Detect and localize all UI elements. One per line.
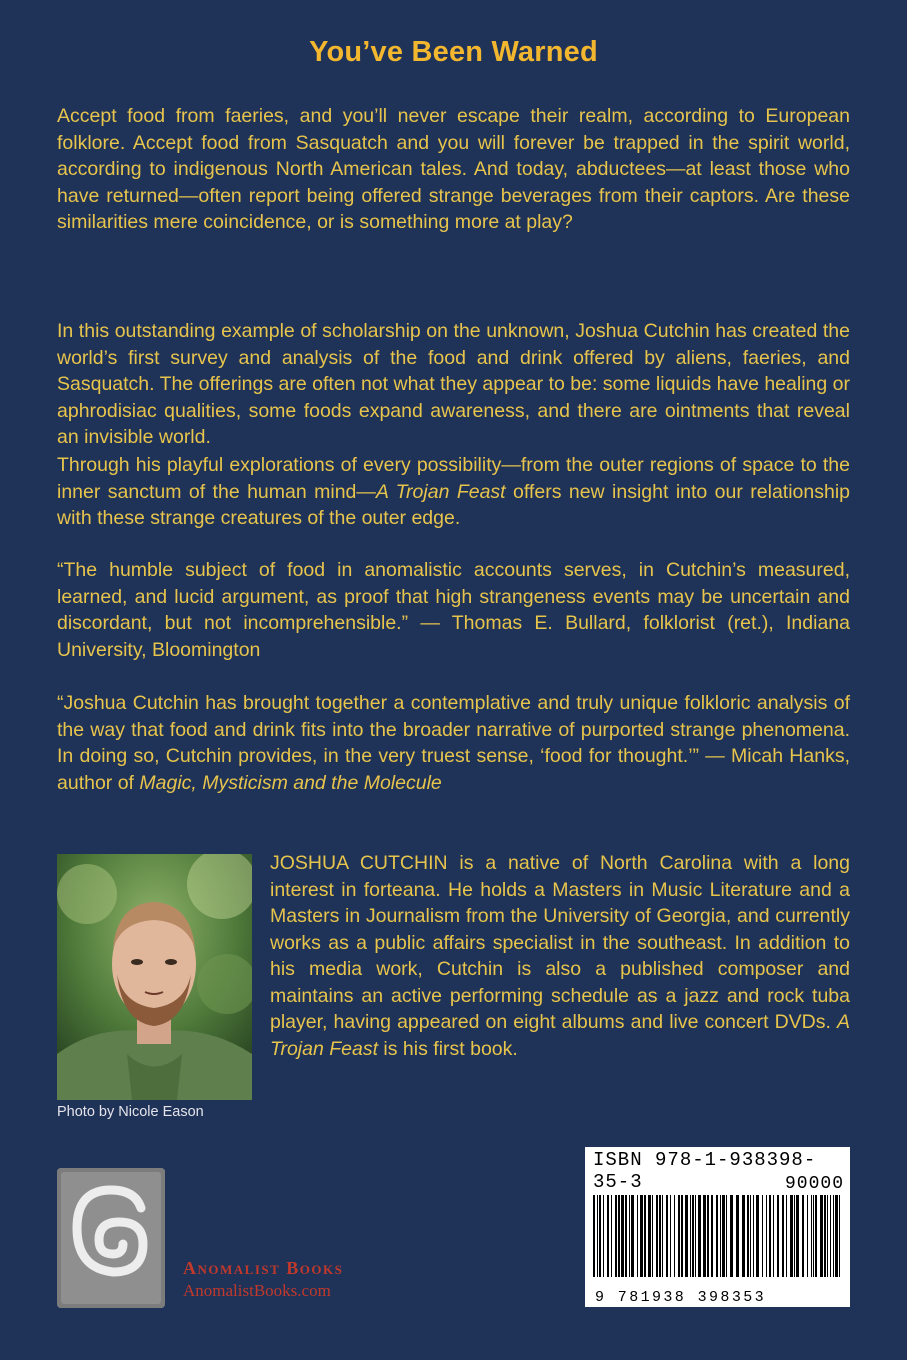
- barcode-bar: [629, 1195, 630, 1277]
- barcode-bar: [618, 1195, 620, 1277]
- blurb-paragraph-2: In this outstanding example of scholarship on the unknown, Joshua Cutchin has created the world’s first survey and analysis of the food and drink offered by aliens, faeries, and Sasquatch. The offerings are often not what they appear to be: some liquids have healing or aphrodisiac qualities, some foods expand awareness, and there are ointments that reveal an invisible world.: [57, 320, 850, 448]
- author-bio: [270, 850, 850, 1062]
- barcode-bar: [640, 1195, 643, 1277]
- barcode-bar: [644, 1195, 646, 1277]
- author-name: JOSHUA CUTCHIN: [270, 852, 448, 874]
- barcode-bar: [652, 1195, 653, 1277]
- barcode-bar: [637, 1195, 638, 1277]
- publisher-logo: [57, 1168, 165, 1308]
- barcode-bar: [690, 1195, 691, 1277]
- barcode-bar: [811, 1195, 812, 1277]
- barcode-bar: [656, 1195, 658, 1277]
- barcode-bar: [662, 1195, 663, 1277]
- barcode-bar: [769, 1195, 771, 1277]
- barcode-bar: [777, 1195, 779, 1277]
- barcode-bar: [736, 1195, 739, 1277]
- barcode-bar: [607, 1195, 609, 1277]
- barcode-bar: [786, 1195, 787, 1277]
- barcode-bar: [813, 1195, 814, 1277]
- barcode-bar: [794, 1195, 795, 1277]
- blurb-paragraph-3: [57, 452, 850, 532]
- barcode-bar: [824, 1195, 826, 1277]
- bio-text: is a native of North Carolina with a long interest in forteana. He holds a Masters in Music Literature and a Masters in Journalism from the University of Georgia, and currently works as a public affairs specialist in the southeast. In addition to his media work, Cutchin is also a published composer and maintains an active performing schedule as a jazz and rock tuba player, having appeared on eight albums and live concert DVDs.: [270, 852, 850, 1033]
- barcode-bar: [766, 1195, 767, 1277]
- barcode-bar: [695, 1195, 696, 1277]
- barcode-bar: [631, 1195, 634, 1277]
- barcode-bar: [670, 1195, 671, 1277]
- barcode-bar: [839, 1195, 840, 1277]
- endorsement-bullard: “The humble subject of food in anomalistic accounts serves, in Cutchin’s measured, learned, and lucid argument, as proof that high strangeness events may be uncertain and discordant, but not incomprehensible.” — Thomas E. Bullard, folklorist (ret.), Indiana University, Bloomington: [57, 559, 850, 661]
- barcode-bar: [753, 1195, 754, 1277]
- ean-digits: 9 781938 398353: [595, 1289, 767, 1306]
- spiral-icon: [57, 1168, 165, 1308]
- barcode-bar: [796, 1195, 799, 1277]
- barcode-bar: [756, 1195, 759, 1277]
- barcode-bar: [747, 1195, 749, 1277]
- barcode-bar: [659, 1195, 661, 1277]
- barcode-bar: [802, 1195, 804, 1277]
- barcode-bar: [730, 1195, 733, 1277]
- publisher-name: Anomalist Books: [183, 1258, 344, 1278]
- barcode-bar: [707, 1195, 709, 1277]
- p3-text-end: offers new insight into our relationship with these strange creatures of the outer edge.: [57, 480, 851, 529]
- barcode-bar: [625, 1195, 627, 1277]
- barcode-bar: [674, 1195, 675, 1277]
- barcode-bar: [603, 1195, 604, 1277]
- barcode-bar: [722, 1195, 725, 1277]
- endorsement-hanks: [57, 690, 850, 796]
- barcode-bar: [711, 1195, 713, 1277]
- bio-book-title: A Trojan Feast: [270, 1011, 850, 1060]
- barcode-bar: [692, 1195, 694, 1277]
- isbn-barcode: [585, 1147, 850, 1307]
- barcode-bar: [762, 1195, 763, 1277]
- barcode-bar: [593, 1195, 595, 1277]
- barcode-bar: [611, 1195, 612, 1277]
- barcode-bar: [742, 1195, 745, 1277]
- p5-text: “Joshua Cutchin has brought together a contemplative and truly unique folkloric analysis of the way that food and drink fits into the broader narrative of purported strange phenomena. In doing so, Cutchin provides, in the very truest sense, ‘food for thought.’” — Micah Hanks, author of: [57, 692, 850, 794]
- blurb-paragraph-1: Accept food from faeries, and you’ll never escape their realm, according to European folklore. Accept food from Sasquatch and you will forever be trapped in the spirit world, according to indigenous North American tales. And today, abductees—at least those who have returned—often report being offered strange beverages from their captors. Are these similarities mere coincidence, or is something more at play?: [57, 105, 850, 233]
- publisher-imprint: [183, 1258, 343, 1301]
- barcode-bar: [703, 1195, 706, 1277]
- barcode-bar: [615, 1195, 617, 1277]
- barcode-bar: [827, 1195, 828, 1277]
- barcode-bars: [591, 1195, 844, 1287]
- barcode-bar: [726, 1195, 727, 1277]
- barcode-bar: [648, 1195, 651, 1277]
- barcode-bar: [830, 1195, 831, 1277]
- barcode-bar: [720, 1195, 721, 1277]
- barcode-bar: [681, 1195, 683, 1277]
- publisher-url: AnomalistBooks.com: [183, 1281, 331, 1300]
- cover-heading: You’ve Been Warned: [309, 36, 598, 68]
- barcode-bar: [833, 1195, 834, 1277]
- barcode-bar: [782, 1195, 784, 1277]
- barcode-bar: [621, 1195, 624, 1277]
- barcode-bar: [698, 1195, 701, 1277]
- barcode-bar: [790, 1195, 793, 1277]
- hanks-book-title: Magic, Mysticism and the Molecule: [139, 771, 442, 794]
- price-code: 90000: [784, 1174, 844, 1194]
- author-photo: [57, 854, 252, 1100]
- barcode-bar: [599, 1195, 601, 1277]
- barcode-bar: [750, 1195, 751, 1277]
- barcode-bar: [820, 1195, 823, 1277]
- photo-credit: Photo by Nicole Eason: [57, 1104, 204, 1120]
- p3-text: Through his playful explorations of every possibility—from the outer regions of space to the inner sanctum of the human mind—: [57, 454, 850, 503]
- barcode-bar: [678, 1195, 680, 1277]
- isbn-number: ISBN 978-1-938398-35-3: [593, 1149, 817, 1193]
- barcode-bar: [597, 1195, 598, 1277]
- barcode-bar: [807, 1195, 808, 1277]
- barcode-bar: [666, 1195, 668, 1277]
- barcode-bar: [685, 1195, 688, 1277]
- bio-text-end: is his first book.: [378, 1037, 518, 1060]
- barcode-bar: [773, 1195, 774, 1277]
- barcode-bar: [716, 1195, 718, 1277]
- barcode-bar: [835, 1195, 838, 1277]
- barcode-bar: [815, 1195, 817, 1277]
- book-title-italic: A Trojan Feast: [375, 480, 506, 503]
